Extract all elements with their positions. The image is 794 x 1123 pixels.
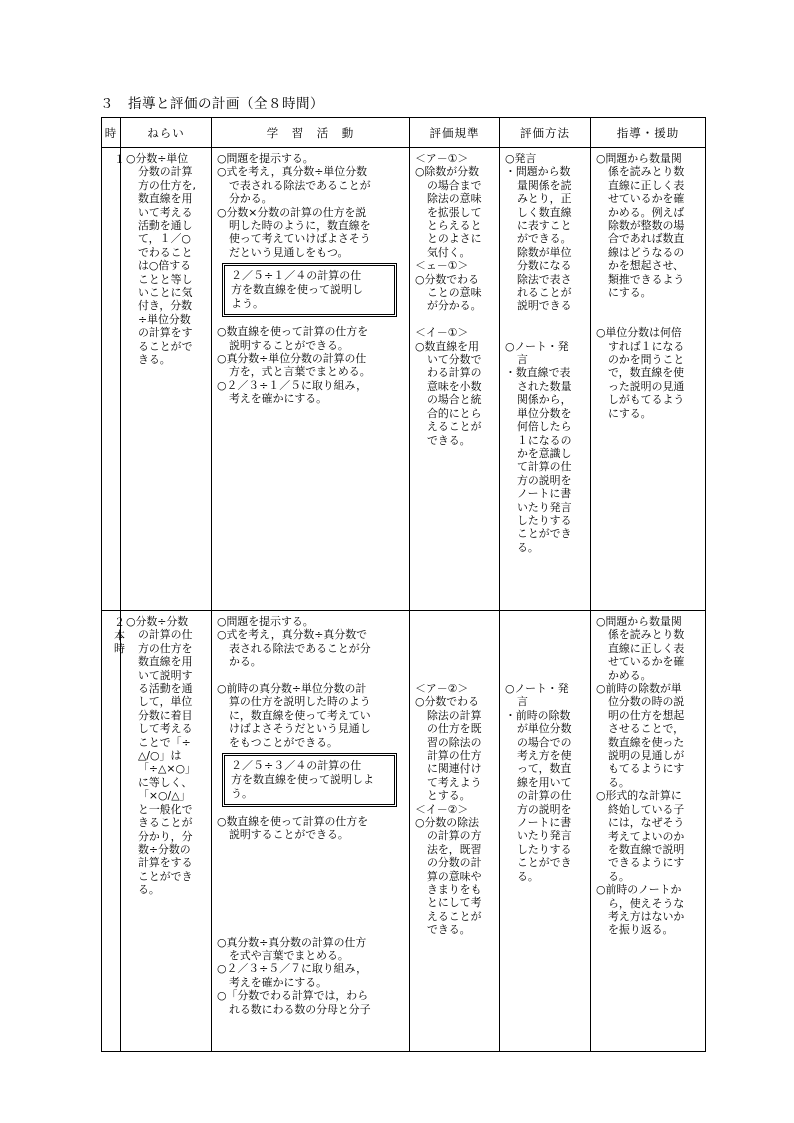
text-line: ２ <box>114 616 125 629</box>
blank-line <box>505 628 586 641</box>
activity-cell <box>212 611 410 1052</box>
method-cell <box>500 611 591 1052</box>
text-line: ＜イ－①＞ <box>415 326 469 340</box>
text-line: ○ノート・発 <box>505 339 569 353</box>
text-line: ○単位分数は何倍 <box>596 326 682 340</box>
text-line: しがもてるよう <box>608 393 685 407</box>
text-line: る。 <box>608 775 630 789</box>
text-line: ・前時の除数 <box>505 708 571 722</box>
section-title: ３ 指導と評価の計画（全８時間） <box>100 96 324 112</box>
text-line: 説明できる <box>517 299 572 313</box>
text-line: いことに気 <box>138 286 193 300</box>
text-line: を数直線で説明 <box>608 842 685 856</box>
text-line: 表される除法であることが分 <box>229 641 371 655</box>
text-line: ２／５÷１／４の計算の仕 <box>231 269 362 283</box>
text-line: 分数の計算 <box>138 165 193 179</box>
text-line: ○分数÷分数 <box>126 615 189 628</box>
blank-line <box>217 669 405 682</box>
text-line: れる数にわる数の分母と分子 <box>229 1002 371 1016</box>
text-line: ノートに書 <box>517 816 572 830</box>
text-line: る。 <box>608 869 630 883</box>
blank-line <box>415 615 495 628</box>
text-line: 時 <box>114 642 125 655</box>
text-line: ○式を考え，真分数÷真分数で <box>217 628 367 642</box>
text-line: ら，使えそうな <box>608 896 685 910</box>
text-line: １ <box>114 153 125 166</box>
text-line: 方の仕方を, <box>138 178 196 192</box>
text-line: 線はどうなるの <box>608 245 685 259</box>
text-line: 除数が整数の場 <box>608 219 685 233</box>
blank-line <box>505 326 586 339</box>
text-line: 数直線を用 <box>138 655 193 669</box>
text-line: と一般化で <box>138 802 193 816</box>
text-line: った説明の見通 <box>608 379 685 393</box>
text-line: 意味を小数 <box>427 379 482 393</box>
blank-line <box>415 313 495 326</box>
text-line: ○分数÷単位 <box>126 152 189 165</box>
header-aim: ねらい <box>121 118 212 148</box>
text-line: には，なぜそう <box>608 816 685 830</box>
text-line: 「×○/△」 <box>138 789 191 803</box>
text-line: いたり発言 <box>517 500 572 514</box>
text-line: 方を数直線を使って説明し <box>231 283 363 297</box>
text-line: ○問題から数量関 <box>596 615 682 628</box>
text-line: って，数直 <box>517 762 572 776</box>
text-line: 算の仕方を説明した時のよう <box>229 695 371 709</box>
blank-line <box>217 895 405 908</box>
text-line: わる計算の <box>427 366 482 380</box>
text-line: 明した時のように，数直線を <box>229 219 371 233</box>
text-line: 分かる。 <box>229 192 273 206</box>
text-line: 何倍したら <box>517 420 572 434</box>
text-line: 考えてよいのか <box>608 829 685 843</box>
text-line: ○真分数÷真分数の計算の仕方 <box>217 935 367 949</box>
text-line: ○分数の除法 <box>415 816 479 830</box>
text-line: ことと等し <box>138 272 193 286</box>
blank-line <box>415 655 495 668</box>
text-line: ができる。 <box>517 232 572 246</box>
text-line: をもつことができる。 <box>229 735 338 749</box>
text-line: いて説明す <box>138 668 193 682</box>
text-line: 言 <box>517 353 528 367</box>
text-line: が分かる。 <box>427 299 482 313</box>
guidance-cell <box>591 611 706 1052</box>
text-line: 除数が単位 <box>517 245 572 259</box>
text-line: う。 <box>231 787 253 801</box>
blank-line <box>505 642 586 655</box>
text-line: とのよさに <box>427 232 482 246</box>
text-line: しく数直線 <box>517 205 572 219</box>
blank-line <box>505 615 586 628</box>
text-line: の計算の仕 <box>517 789 572 803</box>
text-line: 除法で表さ <box>517 272 572 286</box>
text-line: 方を数直線を使って説明しよ <box>231 773 374 787</box>
text-line: 位分数の時の説 <box>608 695 685 709</box>
text-line: ○真分数÷単位分数の計算の仕 <box>217 352 367 366</box>
text-line: ○式を考え，真分数÷単位分数 <box>217 165 367 179</box>
text-line: きる。 <box>138 353 171 367</box>
text-line: の場合での <box>517 735 572 749</box>
text-line: 係を読みとり数 <box>608 165 685 179</box>
text-line: ○前時の除数が単 <box>596 682 682 696</box>
header-guidance: 指導・援助 <box>591 118 706 148</box>
text-line: ○数直線を用 <box>415 339 479 353</box>
text-line: もてるようにす <box>608 762 685 776</box>
text-line: ことができ <box>138 869 193 883</box>
blank-line <box>415 669 495 682</box>
text-line: ○前時の真分数÷単位分数の計 <box>217 682 367 696</box>
text-line: 付き，分数 <box>138 299 193 313</box>
text-line: の計算の方 <box>427 829 482 843</box>
text-line: かめる。 <box>608 668 652 682</box>
blank-line <box>505 313 586 326</box>
activity-cell <box>212 148 410 611</box>
aim-cell <box>121 611 212 1052</box>
text-line: ことで「÷ <box>138 735 191 749</box>
task-box <box>222 753 397 807</box>
text-line: て計算の仕 <box>517 460 572 474</box>
text-line: 量関係を読 <box>517 178 572 192</box>
text-line: に表すこと <box>517 219 572 233</box>
text-line: 習の除法の <box>427 735 482 749</box>
header-activity: 学 習 活 動 <box>212 118 410 148</box>
text-line: ノートに書 <box>517 487 572 501</box>
text-line: 分かり，分 <box>138 829 193 843</box>
text-line: 説明の見通しが <box>608 749 685 763</box>
text-line: で表される除法であることが <box>229 178 371 192</box>
text-line: ○分数でわる <box>415 695 479 709</box>
text-line: 算の意味や <box>427 869 482 883</box>
criteria-cell <box>410 611 500 1052</box>
text-line: に関連付け <box>427 762 482 776</box>
text-line: の場合と統 <box>427 393 482 407</box>
text-line: 類推できるよう <box>608 272 685 286</box>
text-line: の分数の計 <box>427 856 482 870</box>
text-line: の計算をす <box>138 326 193 340</box>
text-line: 使って考えていけばよさそう <box>229 232 371 246</box>
text-line: にする。 <box>608 406 652 420</box>
text-line: 言 <box>517 695 528 709</box>
aim-cell <box>121 148 212 611</box>
text-line: 数直線を用 <box>138 192 193 206</box>
method-cell <box>500 148 591 611</box>
text-line: 係を読みとり数 <box>608 628 685 642</box>
text-line: 明の仕方を想起 <box>608 708 685 722</box>
text-line: ○形式的な計算に <box>596 789 682 803</box>
text-line: 法を，既習 <box>427 842 482 856</box>
text-line: ○問題を提示する。 <box>217 615 314 628</box>
text-line: 方の説明を <box>517 802 572 816</box>
table-row <box>102 148 706 611</box>
text-line: ○問題を提示する。 <box>217 152 314 165</box>
blank-line <box>505 669 586 682</box>
text-line: ２／５÷３／４の計算の仕 <box>231 759 362 773</box>
text-line: て，１／○ <box>138 232 191 246</box>
text-line: きることが <box>138 816 193 830</box>
text-line: ＜ア－②＞ <box>415 681 469 695</box>
text-line: にする。 <box>608 286 652 300</box>
text-line: ことの意味 <box>427 286 482 300</box>
text-line: ・数直線で表 <box>505 366 571 380</box>
text-line: ○「分数でわる計算では，わら <box>217 989 369 1003</box>
blank-line <box>217 842 405 855</box>
text-line: を拡張して <box>427 205 482 219</box>
text-line: して，単位 <box>138 695 193 709</box>
text-line: 終始している子 <box>608 802 685 816</box>
text-line: よう。 <box>231 297 264 311</box>
text-line: 合であれば数直 <box>608 232 685 246</box>
text-line: ることがで <box>138 339 193 353</box>
text-line: えることが <box>427 420 482 434</box>
text-line: きまりをも <box>427 883 482 897</box>
text-line: ○前時のノートか <box>596 883 682 897</box>
text-line: れることが <box>517 286 572 300</box>
text-line: えることが <box>427 909 482 923</box>
text-line: の場合まで <box>427 178 482 192</box>
text-line: かを想起させ、 <box>608 259 684 273</box>
text-line: ○分数×分数の計算の仕方を説 <box>217 205 367 219</box>
text-line: ことができ <box>517 856 572 870</box>
text-line: 除法の計算 <box>427 708 482 722</box>
text-line: で，数直線を使 <box>608 366 685 380</box>
text-line: 考え方はないか <box>608 909 685 923</box>
text-line: 気付く。 <box>427 245 471 259</box>
text-line: １になるの <box>517 433 572 447</box>
text-line: の計算の仕 <box>138 628 193 642</box>
text-line: の仕方を既 <box>427 722 482 736</box>
text-line: 数直線を使った <box>608 735 685 749</box>
text-line: された数量 <box>517 379 572 393</box>
plan-table <box>101 117 706 1052</box>
text-line: ○発言 <box>505 152 537 165</box>
text-line: ○除数が分数 <box>415 165 479 179</box>
blank-line <box>415 642 495 655</box>
table-row <box>102 611 706 1052</box>
text-line: けばよさそうだという見通し <box>229 722 371 736</box>
text-line: ことができ <box>517 527 572 541</box>
text-line: 考えを確かにする。 <box>229 975 328 989</box>
text-line: △/○」は <box>138 749 182 763</box>
text-line: 分数になる <box>517 259 572 273</box>
text-line: 考えを確かにする。 <box>229 392 328 406</box>
header-row <box>102 118 706 148</box>
text-line: させることで， <box>608 722 685 736</box>
header-method: 評価方法 <box>500 118 591 148</box>
text-line: ＜ア－①＞ <box>415 152 469 165</box>
text-line: 方の説明を <box>517 473 572 487</box>
text-line: 活動を通し <box>138 219 193 233</box>
text-line: ○２／３÷１／５に取り組み， <box>217 378 367 392</box>
text-line: だという見通しをもつ。 <box>229 245 349 259</box>
text-line: とにして考 <box>427 896 482 910</box>
text-line: 方の仕方を <box>138 641 193 655</box>
text-line: る。 <box>138 883 160 897</box>
blank-line <box>596 299 701 312</box>
text-line: のかを問うこと <box>608 353 685 367</box>
header-time: 時 <box>102 118 121 148</box>
text-line: 計算をする <box>138 856 193 870</box>
guidance-cell <box>591 148 706 611</box>
time-cell <box>102 611 125 1052</box>
text-line: る活動を通 <box>138 682 193 696</box>
text-line: る。 <box>517 540 539 554</box>
text-line: ○分数でわる <box>415 272 479 286</box>
text-line: 線を用いて <box>517 775 572 789</box>
text-line: 本 <box>114 629 125 642</box>
text-line: に等しく、 <box>138 775 193 789</box>
text-line: できる。 <box>427 923 471 937</box>
text-line: 説明することができる。 <box>229 338 349 352</box>
text-line: でわること <box>138 245 193 259</box>
text-line: に，数直線を使って考えてい <box>229 708 371 722</box>
text-line: ○数直線を使って計算の仕方を <box>217 325 369 339</box>
text-line: ○問題から数量関 <box>596 152 682 165</box>
text-line: 除法の意味 <box>427 192 482 206</box>
text-line: ＜イ－②＞ <box>415 802 469 816</box>
text-line: とする。 <box>427 789 471 803</box>
text-line: 数÷分数の <box>138 842 191 856</box>
text-line: 直線に正しく表 <box>608 641 685 655</box>
text-line: ○２／３÷５／７に取り組み， <box>217 962 367 976</box>
text-line: を式や言葉でまとめる。 <box>229 949 349 962</box>
text-line: 関係から， <box>517 393 572 407</box>
text-line: 方を，式と言葉でまとめる。 <box>229 365 371 379</box>
text-line: を振り返る。 <box>608 923 674 937</box>
text-line: みとり，正 <box>517 192 572 206</box>
text-line: できる。 <box>427 433 471 447</box>
blank-line <box>596 313 701 326</box>
text-line: ○ノート・発 <box>505 681 569 695</box>
text-line: いたり発言 <box>517 829 572 843</box>
blank-line <box>217 922 405 935</box>
text-line: 単位分数を <box>517 406 572 420</box>
blank-line <box>217 869 405 882</box>
text-line: 計算の仕方 <box>427 748 482 762</box>
text-line: る。 <box>517 869 539 883</box>
text-line: 説明することができる。 <box>229 828 349 842</box>
text-line: 「÷△×○」 <box>138 762 196 776</box>
text-line: かる。 <box>229 655 262 669</box>
text-line: せているかを確 <box>608 192 685 206</box>
blank-line <box>217 855 405 868</box>
text-line: いて考える <box>138 205 193 219</box>
blank-line <box>217 882 405 895</box>
text-line: かを意識し <box>517 446 572 460</box>
text-line: したりする <box>517 842 572 856</box>
text-line: て考えよう <box>427 775 482 789</box>
text-line: とらえると <box>427 219 482 233</box>
text-line: が単位分数 <box>517 722 572 736</box>
text-line: ÷単位分数 <box>138 312 191 326</box>
text-line: 合的にとら <box>427 406 482 420</box>
text-line: ・問題から数 <box>505 165 571 179</box>
text-line: せているかを確 <box>608 655 685 669</box>
task-box <box>222 263 397 317</box>
text-line: 直線に正しく表 <box>608 178 685 192</box>
text-line: できるようにす <box>608 856 685 870</box>
text-line: して考える <box>138 722 193 736</box>
criteria-cell <box>410 148 500 611</box>
text-line: ＜ェ－①＞ <box>415 259 469 273</box>
text-line: すれば１になる <box>608 339 685 353</box>
blank-line <box>505 655 586 668</box>
text-line: ○数直線を使って計算の仕方を <box>217 815 369 829</box>
time-cell <box>102 148 125 611</box>
text-line: 考え方を使 <box>517 748 572 762</box>
text-line: は○倍する <box>138 259 192 273</box>
text-line: かめる。例えば <box>608 205 685 219</box>
text-line: 分数に着目 <box>138 708 193 722</box>
blank-line <box>415 628 495 641</box>
text-line: したりする <box>517 513 572 527</box>
blank-line <box>217 909 405 922</box>
header-criteria: 評価規準 <box>410 118 500 148</box>
text-line: いて分数で <box>427 353 482 367</box>
